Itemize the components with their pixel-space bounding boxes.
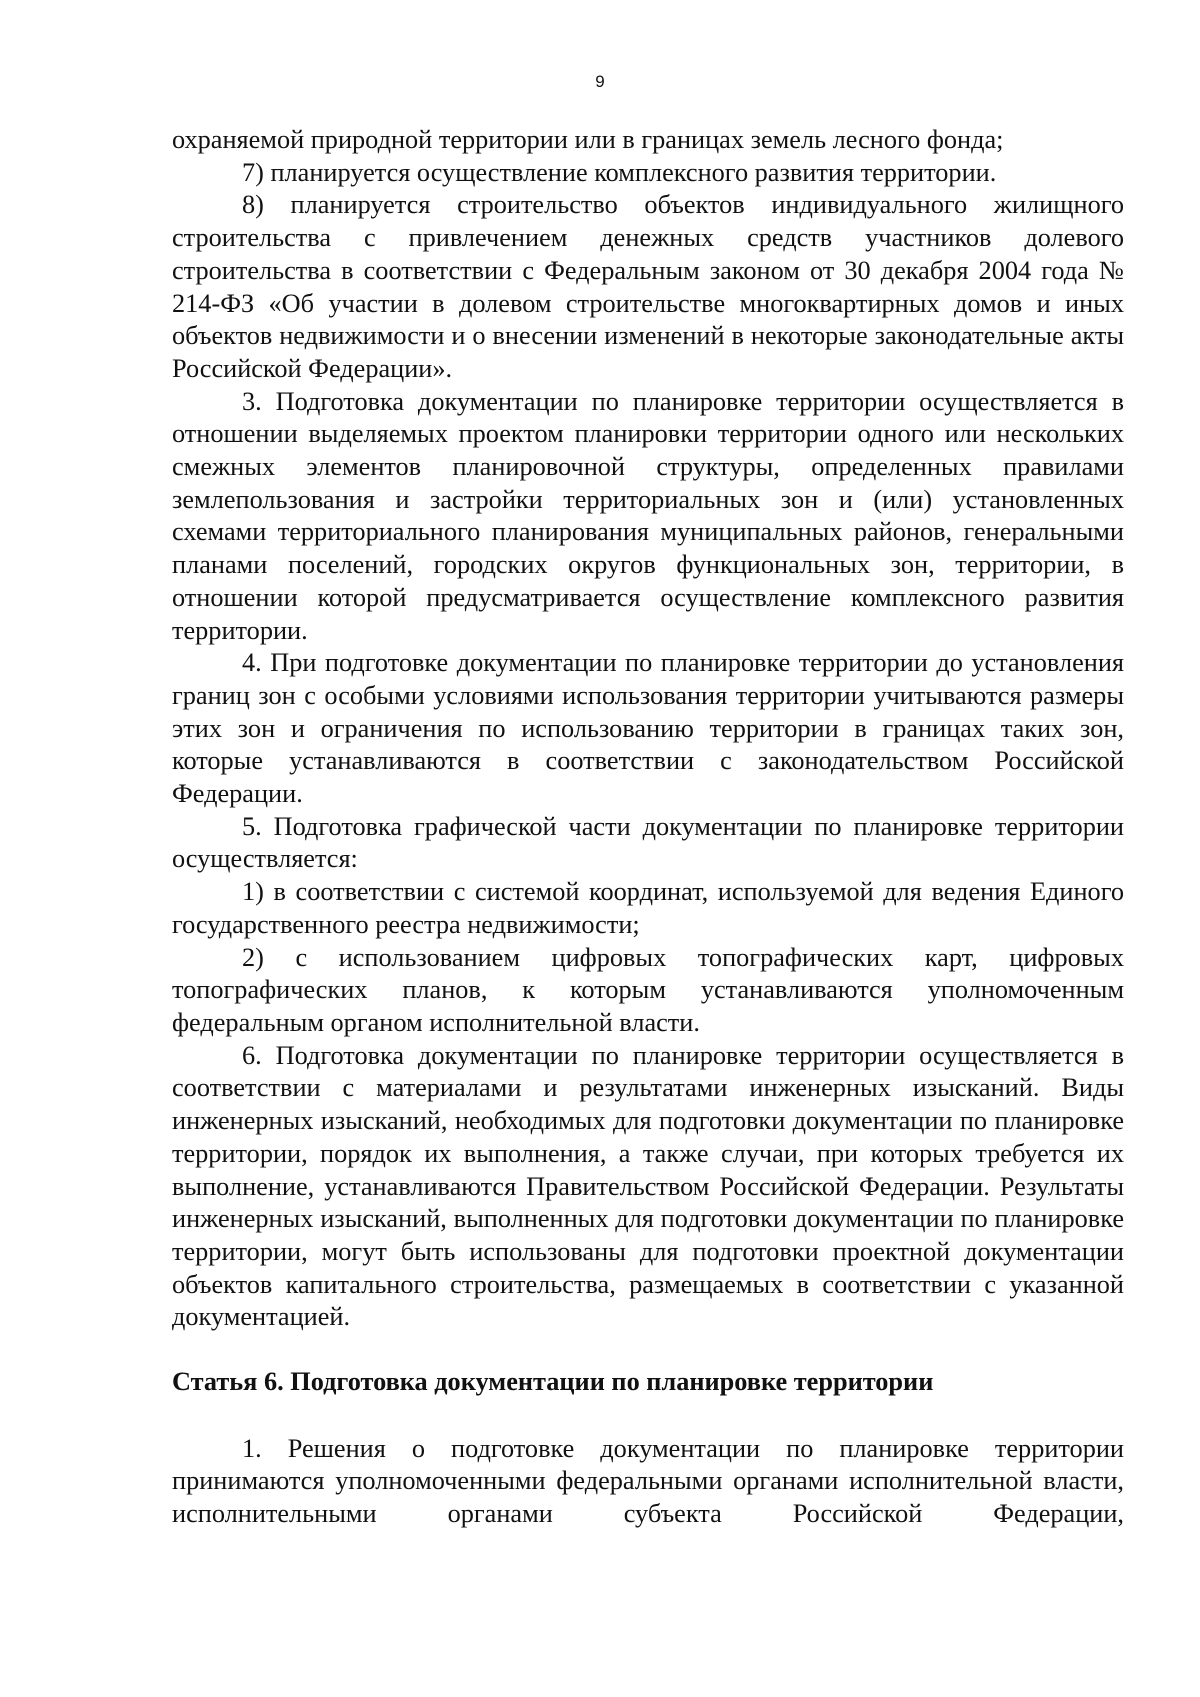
article-paragraph-1: 1. Решения о подготовке документации по планировке территории принимаются уполномоченными федеральными органами исполнительной власти, исполнительными органами субъекта Российской Федерации,	[172, 1433, 1124, 1529]
paragraph-3: 3. Подготовка документации по планировке территории осуществляется в отношении выделяемых проектом планировки территории одного или нескольких смежных элементов планировочной структуры, определенных правилами землепользования и застройки территориальных зон и (или) установленных схемами территориального планирования муниципальных районов, генеральными планами поселений, городских округов функциональных зон, территории, в отношении которой предусматривается осуществление комплексного развития территории.	[172, 386, 1124, 645]
paragraph-4: 4. При подготовке документации по планировке территории до установления границ зон с особыми условиями использования территории учитываются размеры этих зон и ограничения по использованию территории в границах таких зон, которые устанавливаются в соответствии с законодательством Российской Федерации.	[172, 648, 1124, 809]
document-body	[172, 124, 1124, 1531]
page-number: 9	[595, 72, 605, 91]
article-heading: Статья 6. Подготовка документации по планировке территории	[172, 1367, 934, 1397]
paragraph-5-item-2: 2) с использованием цифровых топографических карт, цифровых топографических планов, к которым устанавливаются уполномоченным федеральным органом исполнительной власти.	[172, 942, 1124, 1037]
paragraph-5-item-1: 1) в соответствии с системой координат, используемой для ведения Единого государственного реестра недвижимости;	[172, 877, 1124, 939]
list-item-8: 8) планируется строительство объектов индивидуального жилищного строительства с привлечением денежных средств участников долевого строительства в соответствии с Федеральным законом от 30 декабря 2004 года № 214-ФЗ «Об участии в долевом строительстве многоквартирных домов и иных объектов недвижимости и о внесении изменений в некоторые законодательные акты Российской Федерации».	[172, 190, 1124, 383]
paragraph-5: 5. Подготовка графической части документации по планировке территории осуществляется:	[172, 811, 1124, 874]
list-item-7: 7) планируется осуществление комплексного развития территории.	[242, 157, 997, 187]
paragraph-6: 6. Подготовка документации по планировке территории осуществляется в соответствии с материалами и результатами инженерных изысканий. Виды инженерных изысканий, необходимых для подготовки документации по планировке территории, порядок их выполнения, а также случаи, при которых требуется их выполнение, устанавливаются Правительством Российской Федерации. Результаты инженерных изысканий, выполненных для подготовки документации по планировке территории, могут быть использованы для подготовки проектной документации объектов капитального строительства, размещаемых в соответствии с указанной документацией.	[172, 1040, 1124, 1332]
paragraph-continuation: охраняемой природной территории или в границах земель лесного фонда;	[172, 125, 1004, 154]
